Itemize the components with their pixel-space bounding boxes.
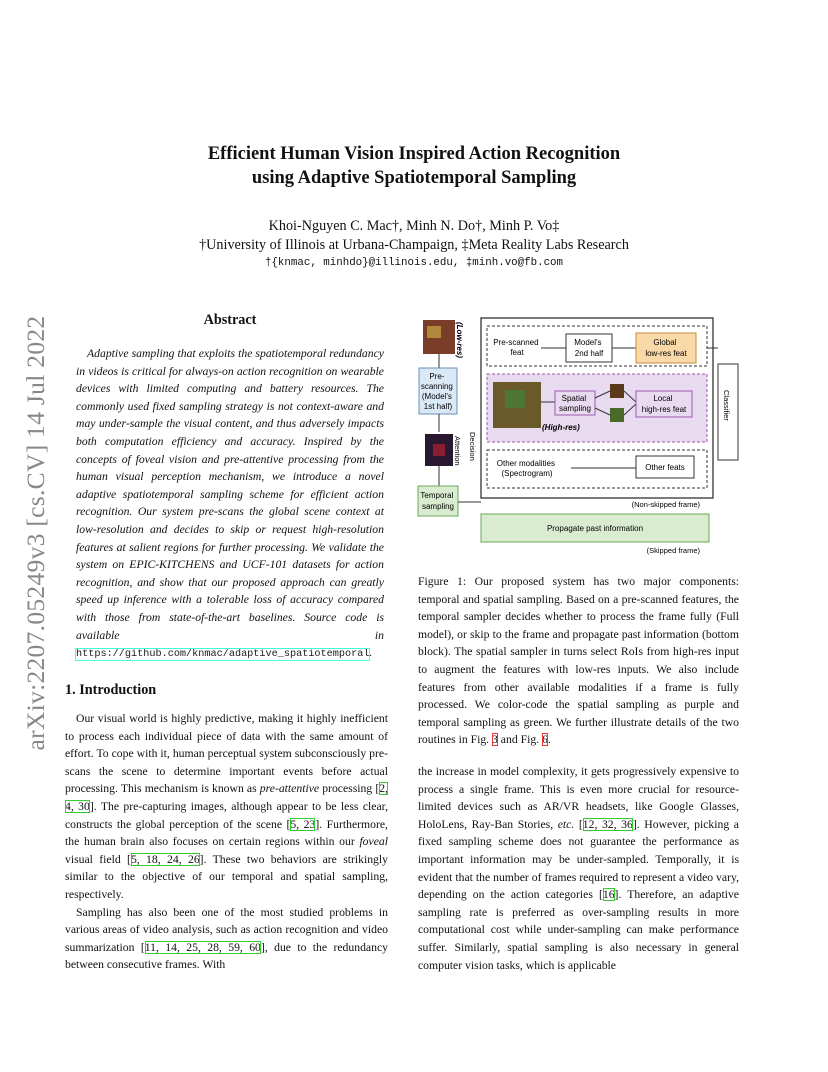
intro-paragraph-1: Our visual world is highly predictive, making it highly inefficient to process each individual piece of data with the same amount of effort. To cope with it, human perceptual system subconsciously pre-scans the scene to determine important events before actual processing. This mechanism is known as pre-attentive processing [2, 4, 30]. The pre-capturing images, although appear to be less clear, constructs the global perception of the scene [5, 23]. Furthermore, the human brain also focuses on certain regions within our foveal visual field [5, 18, 24, 26]. These two behaviors are strikingly similar to the objective of our temporal and spatial sampling, respectively.: [65, 712, 389, 901]
abstract-heading: Abstract: [203, 312, 257, 328]
high-res-detail: [505, 390, 525, 408]
emails: †{knmac, minhdo}@illinois.edu, ‡minh.vo@fb.com: [264, 257, 564, 269]
text-run: These two behaviors are strikingly similar to the objective of our temporal and spatial sampling, respectively.: [65, 852, 388, 901]
text-emphasis: etc.: [557, 817, 575, 831]
citation-link[interactable]: 5, 23: [290, 817, 316, 831]
citation-link[interactable]: 11, 14, 25, 28, 59, 60: [144, 940, 261, 954]
affiliations: †University of Illinois at Urbana-Champaign, ‡Meta Reality Labs Research: [199, 237, 629, 253]
intro-paragraph-2: Sampling has also been one of the most studied problems in various areas of video analysis, such as action recognition and video summarization [11, 14, 25, 28, 59, 60], due to the redundancy between consecutive frames. With: [65, 905, 388, 972]
thumbnail-detail: [427, 326, 441, 338]
pre-scanning-label: Pre- scanning (Model's 1st half): [420, 372, 453, 411]
title-line-2: using Adaptive Spatiotemporal Sampling: [251, 168, 577, 188]
text-run: Therefore, an adaptive sampling rate is preferred as over-sampling results in more computational cost while under-sampling can make performance suffer. Similarly, spatial sampling is also necessary in general computer vision tasks, which is applicable: [418, 888, 739, 972]
text-run: Our visual world is highly predictive, making it highly inefficient to process each individual piece of data with the same amount of effort. To cope with it, human perceptual system subconsciously pre-scans the scene to determine important events before actual processing. This mechanism is known as: [65, 712, 388, 796]
other-modalities-label: Other modalities (Spectrogram): [496, 459, 556, 478]
text-run: the increase in model complexity, it gets progressively expensive to process a single frame. This is even more crucial for resource-limited devices such as AR/VR headsets, like Google Glasses, HoloLens, Ray-Ban Stories,: [418, 765, 739, 831]
text-run: However, picking a fixed sampling scheme does not guarantee the performance as important information may be under-sampled. Temporally, it is evident that the number of frames required to represent a video vary, depending on the action categories: [418, 817, 739, 902]
propagate-label: Propagate past information: [546, 524, 644, 533]
intro-paragraph-2-cont: the increase in model complexity, it gets progressively expensive to process a single frame. This is even more crucial for resource-limited devices such as AR/VR headsets, like Google Glasses, HoloLens, Ray-Ban Stories, etc. [12, 32, 36]. However, picking a fixed sampling scheme does not guarantee the performance as important information may be under-sampled. Temporally, it is evident that the number of frames required to represent a video vary, depending on the action categories [16]. Therefore, an adaptive sampling rate is preferred as over-sampling results in more computational cost while under-sampling can make performance suffer. Similarly, spatial sampling is also necessary in general computer vision tasks, which is applicable: [418, 765, 739, 972]
arxiv-stamp: arXiv:2207.05249v3 [cs.CV] 14 Jul 2022: [21, 315, 50, 751]
intro-column-2: [418, 763, 739, 974]
author-block: [0, 217, 828, 255]
temporal-sampling-label: Temporal sampling: [420, 491, 455, 511]
citation-link[interactable]: 2, 4, 30: [65, 782, 388, 813]
high-res-label: (High-res): [542, 423, 580, 432]
caption-text: Our proposed system has two major components: temporal and spatial sampling. Based on a pre-scanned features, the temporal sampler decides whether to process the frame fully (Full model), or skip to the frame and propagate past information (bottom block). The spatial sampler in turns select RoIs from high-res input to augment the features with low-res inputs. We also include features from other available modalities if a frame is fully processed. We color-code the spatial sampling as purple and temporal sampling as green. We further illustrate details of the two routines in Fig.: [418, 575, 740, 747]
models-2nd-half-label: Model's 2nd half: [574, 338, 604, 358]
figure-ref-link[interactable]: 6: [542, 733, 548, 747]
intro-column-1: [65, 710, 388, 974]
low-res-label: (Low-res): [455, 322, 464, 358]
pre-scanned-feat-label: Pre-scanned feat: [493, 338, 539, 357]
text-run: due to the redundancy between consecutive frames. With: [65, 940, 388, 972]
spatial-sampling-label: Spatial sampling: [558, 394, 592, 413]
citation-link[interactable]: 5, 18, 24, 26: [130, 852, 200, 866]
text-emphasis: pre-attentive: [259, 782, 320, 796]
non-skipped-label: (Non-skipped frame): [631, 500, 700, 509]
authors: Khoi-Nguyen C. Mac†, Minh N. Do†, Minh P. Vo‡: [268, 218, 560, 234]
roi-patch-1: [610, 384, 624, 398]
figure-1-diagram: [413, 312, 743, 562]
text-run: Furthermore, the human brain also focuses on certain regions within our: [65, 817, 388, 849]
figure-1-caption: Figure 1: Our proposed system has two major components: temporal and spatial sampling. Based on a pre-scanned features, the temporal sampler decides whether to process the frame fully (Full model), or skip to the frame and propagate past information (bottom block). The spatial sampler in turns select RoIs from high-res input to augment the features with low-res inputs. We also include features from other available modalities if a frame is fully processed. We color-code the spatial sampling as purple and temporal sampling as green. We further illustrate details of the two routines in Fig. 3 and Fig. 6.: [418, 575, 740, 747]
skipped-label: (Skipped frame): [646, 546, 700, 555]
attention-label: Attention: [453, 436, 462, 466]
other-feats-label: Other feats: [645, 463, 685, 472]
local-feat-label: Local high-res feat: [641, 394, 687, 414]
abstract-text: Adaptive sampling that exploits the spatiotemporal redundancy in videos is critical for always-on action recognition on wearable devices with limited computing and battery resources. The commonly used fixed sampling strategy is not context-aware and may under-sample the visual content, and thus adversely impacts both computation efficiency and accuracy. Inspired by the concepts of foveal vision and pre-attentive processing from the human visual perception mechanism, we introduce a novel adaptive spatiotemporal sampling scheme for efficient action recognition. Our system pre-scans the global scene context at low-resolution and decides to skip or request high-resolution features at salient regions for further processing. We validate the system on EPIC-KITCHENS and UCF-101 datasets for action recognition, and show that our proposed approach can greatly speed up inference with a tolerable loss of accuracy compared with those from state-of-the-art baselines. Source code is available in https://github.com/knmac/adaptive_spatiotemporal.: [76, 347, 384, 661]
introduction-heading: 1. Introduction: [65, 682, 157, 698]
caption-label: Figure 1:: [418, 575, 467, 588]
attention-hotspot: [433, 444, 445, 456]
text-emphasis: foveal: [359, 835, 388, 849]
decision-label: Decision: [468, 432, 477, 461]
classifier-label: Classifier: [722, 390, 731, 421]
title-line-1: Efficient Human Vision Inspired Action Recognition: [207, 144, 621, 164]
text-run: processing: [322, 782, 373, 796]
roi-patch-2: [610, 408, 624, 422]
caption-and: and Fig.: [500, 733, 540, 747]
global-feat-label: Global low-res feat: [645, 338, 687, 358]
paper-title: [0, 142, 828, 190]
source-code-link[interactable]: https://github.com/knmac/adaptive_spatiotemporal: [76, 649, 370, 661]
text-run: visual field: [65, 852, 121, 866]
citation-link[interactable]: 16: [602, 888, 615, 902]
citation-link[interactable]: 12, 32, 36: [582, 817, 633, 831]
text-run: The pre-capturing images, although appear to be less clear, constructs the global perception of the scene: [65, 799, 389, 831]
abstract-body: Adaptive sampling that exploits the spatiotemporal redundancy in videos is critical for always-on action recognition on wearable devices with limited computing and battery resources. The commonly used fixed sampling strategy is not context-aware and may under-sample the visual content, and thus adversely impacts both computation efficiency and accuracy. Inspired by the concepts of foveal vision and pre-attentive processing from the human visual perception mechanism, we introduce a novel adaptive spatiotemporal sampling scheme for efficient action recognition. Our system pre-scans the global scene context at low-resolution and decides to skip or request high-resolution features at salient regions for further processing. We validate the system on EPIC-KITCHENS and UCF-101 datasets for action recognition, and show that our proposed approach can greatly speed up inference with a tolerable loss of accuracy compared with those from state-of-the-art baselines. Source code is available in: [76, 347, 384, 642]
text-run: Sampling has also been one of the most studied problems in various areas of video analysis, such as action recognition and video summarization: [65, 905, 388, 954]
figure-ref-link[interactable]: 3: [492, 733, 498, 747]
